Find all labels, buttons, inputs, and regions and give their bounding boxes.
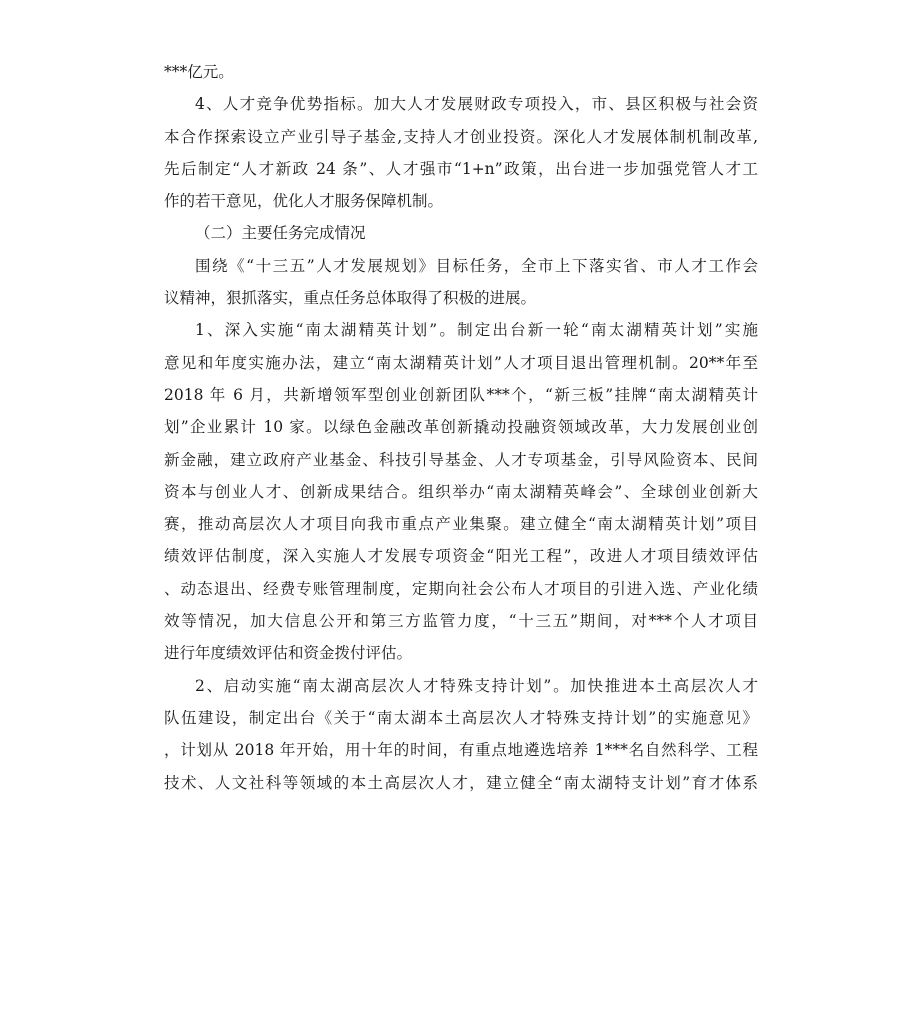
text-line: ，计划从 2018 年开始，用十年的时间，有重点地遴选培养 1***名自然科学、工程: [164, 741, 758, 760]
text-line: ***亿元。: [164, 63, 234, 81]
paragraph-special-support-plan: [164, 670, 758, 799]
text-line: 围绕《“十三五”人才发展规划》目标任务，全市上下落实省、市人才工作会: [195, 256, 758, 275]
text-line: 先后制定“人才新政 24 条”、人才强市“1+n”政策，出台进一步加强党管人才工: [164, 159, 758, 178]
text-line: 赛，推动高层次人才项目向我市重点产业集聚。建立健全“南太湖精英计划”项目: [164, 515, 758, 534]
text-line: 效等情况，加大信息公开和第三方监管力度，“十三五”期间，对***个人才项目: [164, 612, 758, 631]
text-line: 2、启动实施“南太湖高层次人才特殊支持计划”。加快推进本土高层次人才: [195, 676, 758, 695]
text-line: 作的若干意见，优化人才服务保障机制。: [164, 192, 444, 211]
paragraph-continuation: [164, 56, 758, 88]
paragraph-elite-plan: [164, 314, 758, 669]
text-line: 1、深入实施“南太湖精英计划”。制定出台新一轮“南太湖精英计划”实施: [195, 321, 758, 340]
text-line: 队伍建设，制定出台《关于“南太湖本土高层次人才特殊支持计划”的实施意见》: [164, 708, 758, 727]
text-line: 本合作探索设立产业引导子基金,支持人才创业投资。深化人才发展体制机制改革,: [164, 127, 758, 146]
text-line: 划”企业累计 10 家。以绿色金融改革创新撬动投融资领域改革，大力发展创业创: [164, 418, 758, 437]
text-line: 、动态退出、经费专账管理制度，定期向社会公布人才项目的引进入选、产业化绩: [164, 579, 758, 598]
text-line: 技术、人文社科等领域的本土高层次人才，建立健全“南太湖特支计划”育才体系: [164, 773, 758, 792]
text-line: 绩效评估制度，深入实施人才发展专项资金“阳光工程”，改进人才项目绩效评估: [164, 547, 758, 566]
text-line: 4、人才竞争优势指标。加大人才发展财政专项投入，市、县区积极与社会资: [195, 95, 758, 114]
text-line: 新金融，建立政府产业基金、科技引导基金、人才专项基金，引导风险资本、民间: [164, 450, 758, 469]
document-page: [164, 56, 758, 799]
section-title: （二）主要任务完成情况: [195, 224, 366, 243]
text-line: 进行年度绩效评估和资金拨付评估。: [164, 644, 413, 663]
text-line: 议精神，狠抓落实，重点任务总体取得了积极的进展。: [164, 289, 537, 308]
text-line: 2018 年 6 月，共新增领军型创业创新团队***个，“新三板”挂牌“南太湖精英计: [164, 385, 758, 404]
text-line: 资本与创业人才、创新成果结合。组织举办“南太湖精英峰会”、全球创业创新大: [164, 482, 758, 501]
paragraph-intro: [164, 250, 758, 315]
text-line: 意见和年度实施办法，建立“南太湖精英计划”人才项目退出管理机制。20**年至: [164, 353, 758, 372]
section-heading: [164, 217, 758, 249]
paragraph-talent-competitive-indicator: [164, 88, 758, 217]
